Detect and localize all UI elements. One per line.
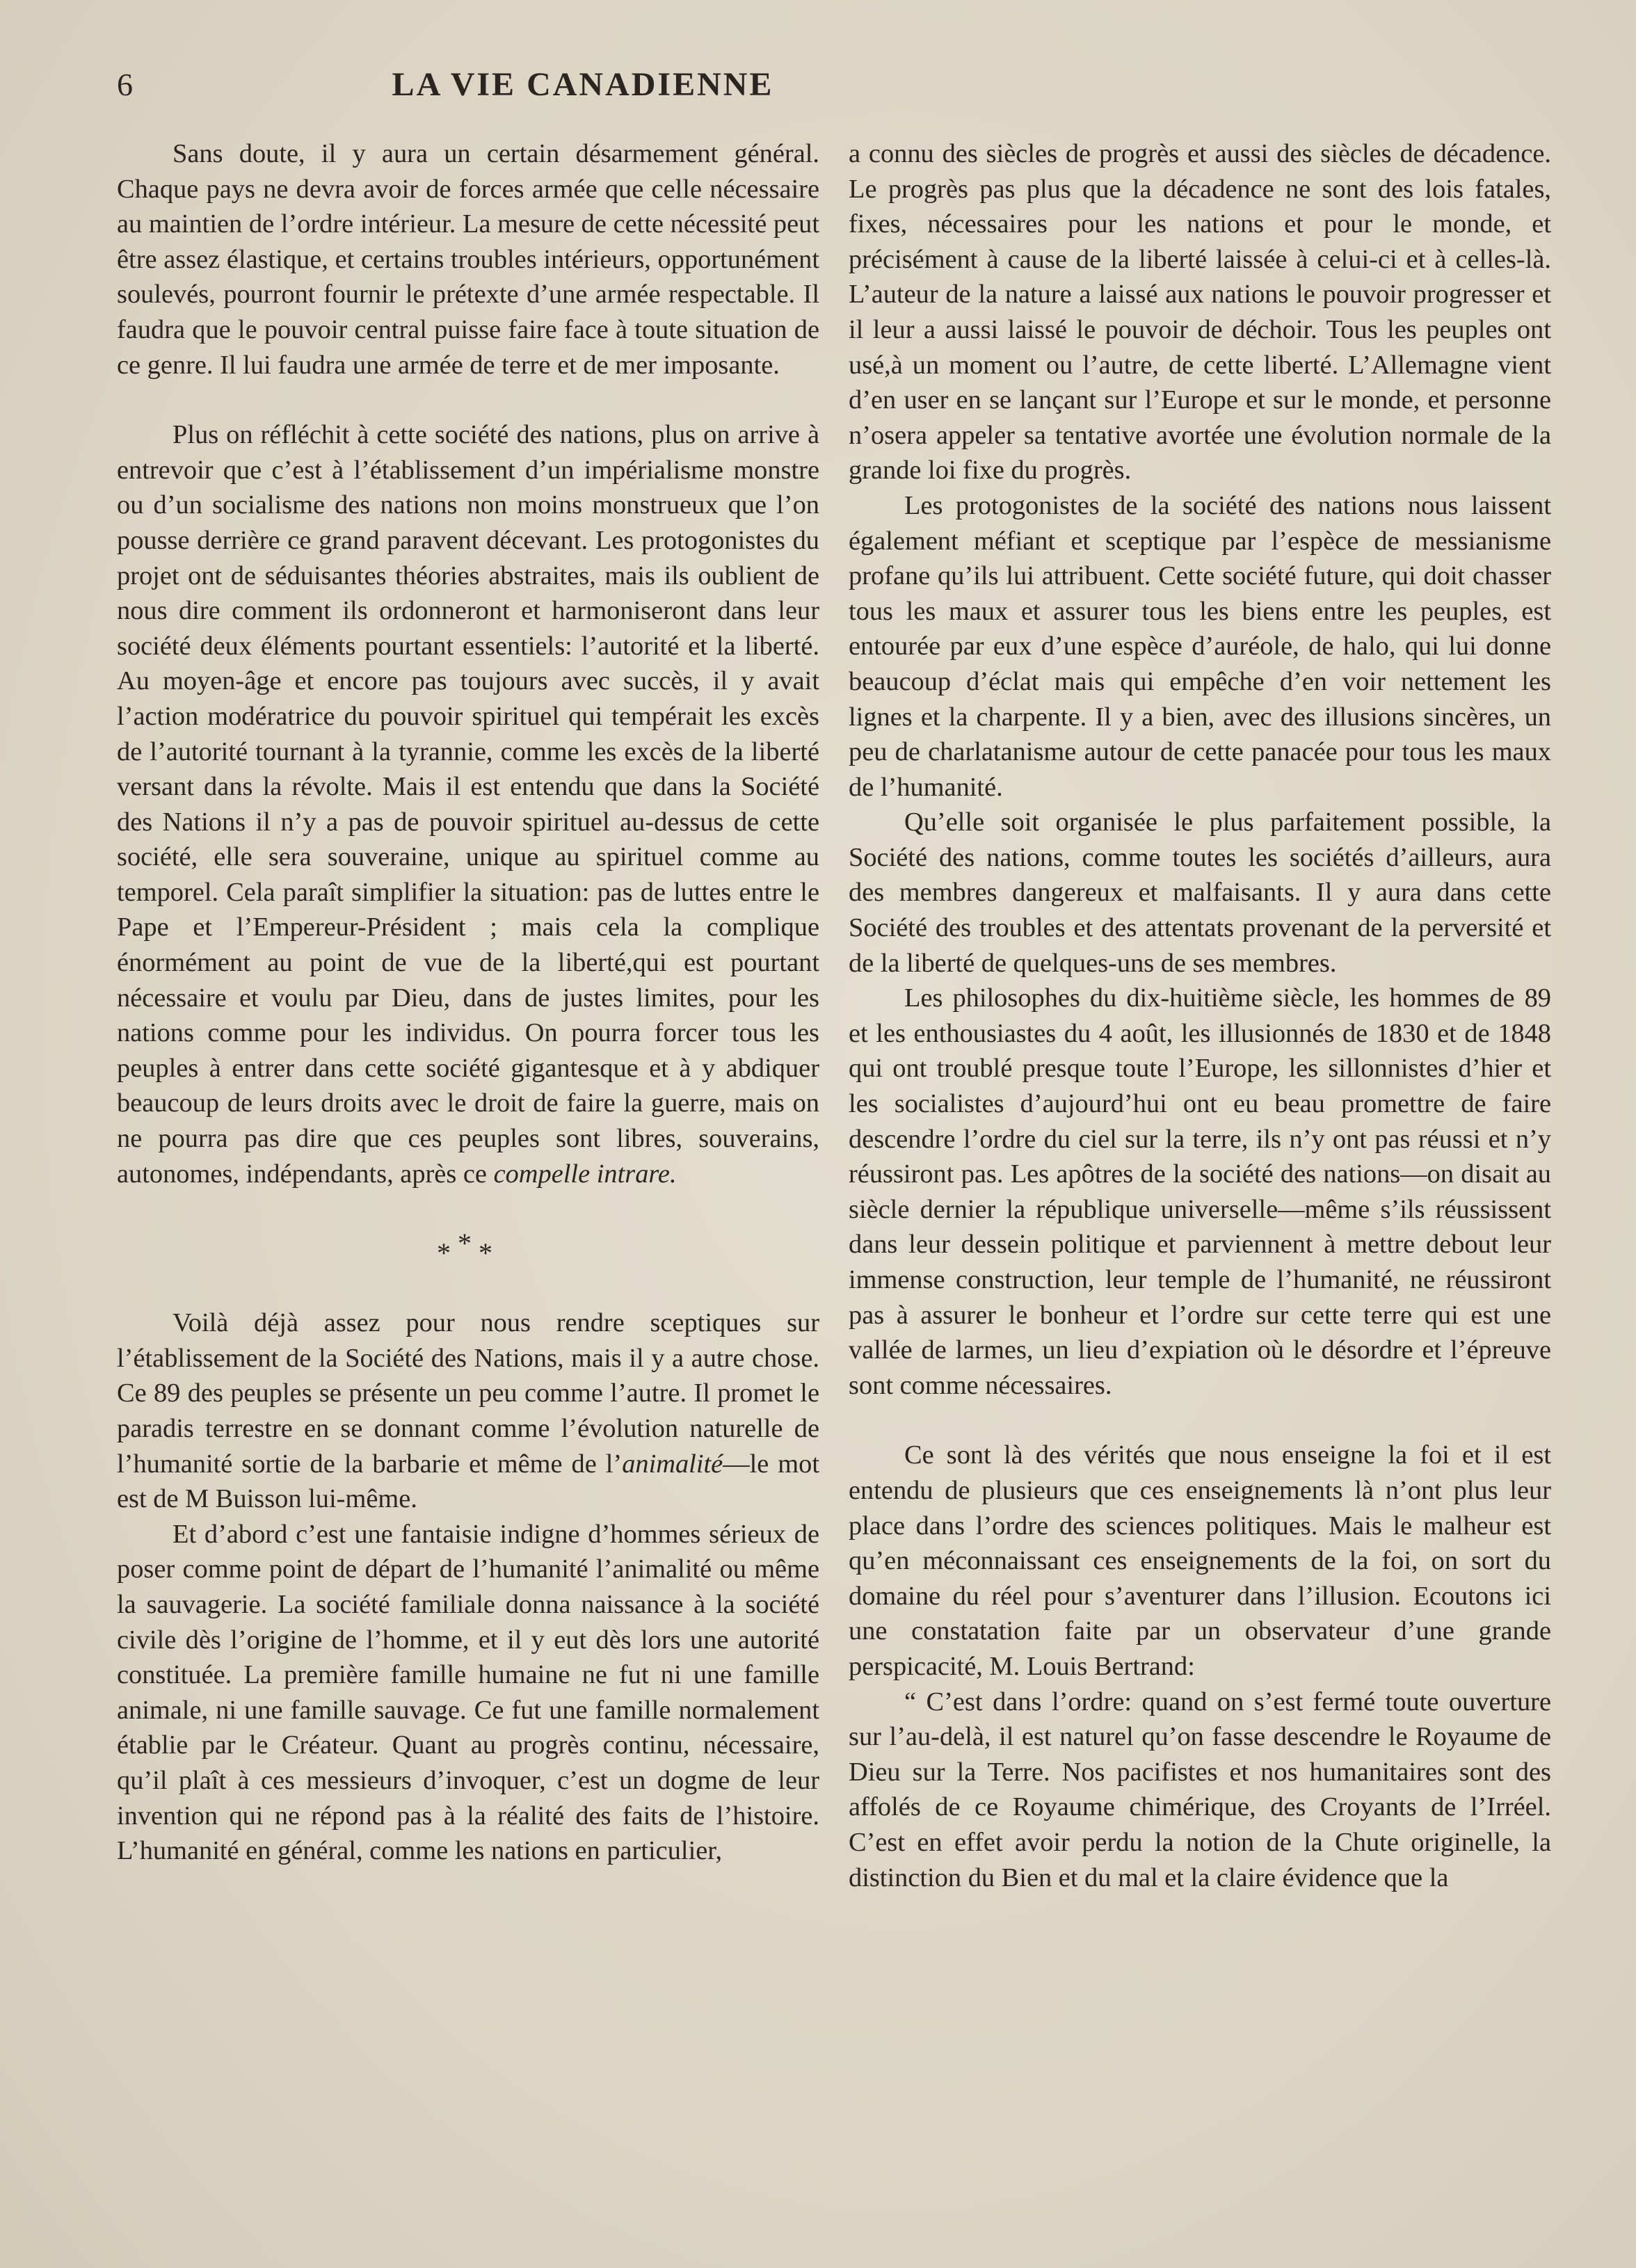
paragraph-text: Voilà déjà assez pour nous rendre sceptiques sur l’établissement de la Société des Nations, mais il y a autre chose. Ce 89 des peuples se présente un peu comme l’autre. Il promet le paradis terrestre en se donnant comme l’évolution naturelle de l’humanité sortie de la barbarie et même de l’ [117, 1308, 819, 1479]
paragraph: Et d’abord c’est une fantaisie indigne d’hommes sérieux de poser comme point de départ de l’humanité l’animalité ou même la sauvagerie. La société familiale donna naissance à la société civile dès l’origine de l’homme, et il y eut dès lors une autorité constituée. La première famille humaine ne fut ni une famille animale, ni une famille sauvage. Ce fut une famille normalement établie par le Créateur. Quant au progrès continu, nécessaire, qu’il plaît à ces messieurs d’invoquer, c’est un dogme de leur invention qui ne répond pas à la réalité des faits de l’histoire. L’humanité en général, comme les nations en particulier, [117, 1519, 819, 1866]
separator-star: * [437, 1237, 458, 1269]
separator-star: * [458, 1228, 479, 1260]
paragraph-text: —le mot est de M Buisson lui-même. [117, 1449, 820, 1514]
italic-phrase: animalité [622, 1449, 723, 1479]
paragraph: Ce sont là des vérités que nous enseigne la foi et il est entendu de plusieurs que ces enseignements là n’ont plus leur place dans l’ordre des sciences politiques. Mais le malheur est qu’en méconnaissant ces enseignements de la foi, on sort du domaine du réel pour s’aventurer dans l’illusion. Ecoutons ici une constatation faite par un observateur d’une grande perspicacité, M. Louis Bertrand: [849, 1440, 1551, 1681]
paragraph: a connu des siècles de progrès et aussi des siècles de décadence. Le progrès pas plus que la décadence ne sont des lois fatales, fixes, nécessaires pour les nations et pour le monde, et précisément à cause de la liberté laissée à celui-ci et à celles-là. L’auteur de la nature a laissé aux nations le pouvoir progresser et il leur a aussi laissé le pouvoir de déchoir. Tous les peuples ont usé,à un moment ou l’autre, de cette liberté. L’Allemagne vient d’en user en se lançant sur l’Europe et sur le monde, et personne n’osera appeler sa tentative avortée une évolution normale de la grande loi fixe du progrès. [849, 139, 1551, 485]
left-column [117, 136, 819, 1869]
section-separator [117, 1226, 819, 1271]
paragraph-text: Plus on réfléchit à cette société des nations, plus on arrive à entrevoir que c’est à l’établissement d’un impérialisme monstre ou d’un socialisme des nations non moins monstrueux que l’on pousse derrière ce grand paravent décevant. Les protogonistes du projet ont de séduisantes théories abstraites, mais ils oublient de nous dire comment ils ordonneront et harmoniseront dans leur société deux éléments pourtant essentiels: l’autorité et la liberté. Au moyen-âge et encore pas toujours avec succès, il y avait l’action modératrice du pouvoir spirituel qui tempérait les excès de l’autorité tournant à la tyrannie, comme les excès de la liberté versant dans la révolte. Mais il est entendu que dans la Société des Nations il n’y a pas de pouvoir spirituel au-dessus de cette société, elle sera souveraine, unique au spirituel comme au temporel. Cela paraît simplifier la situation: pas de luttes entre le Pape et l’Empereur-Président ; mais cela la complique énormément au point de vue de la liberté,qui est pourtant nécessaire et voulu par Dieu, dans de justes limites, pour les nations comme pour les individus. On pourra forcer tous les peuples à entrer dans cette société gigantesque et à y abdiquer beaucoup de leurs droits avec le droit de faire la guerre, mais on ne pourra pas dire que ces peuples sont libres, souverains, autonomes, indépendants, après ce [117, 420, 819, 1189]
paragraph [117, 1305, 819, 1517]
paragraph: Sans doute, il y aura un certain désarmement général. Chaque pays ne devra avoir de forces armée que celle nécessaire au maintien de l’ordre intérieur. La mesure de cette nécessité peut être assez élastique, et certains troubles intérieurs, opportunément soulevés, pourront fournir le prétexte d’une armée respectable. Il faudra que le pouvoir central puisse faire face à toute situation de ce genre. Il lui faudra une armée de terre et de mer imposante. [117, 139, 819, 380]
page-number: 6 [117, 67, 133, 102]
right-column [849, 136, 1551, 1895]
separator-star: * [479, 1237, 499, 1269]
paragraph [117, 417, 819, 1191]
paragraph: Qu’elle soit organisée le plus parfaitement possible, la Société des nations, comme toutes les sociétés d’ailleurs, aura des membres dangereux et malfaisants. Il y aura dans cette Société des troubles et des attentats provenant de la perversité et de la liberté de quelques-uns de ses membres. [849, 807, 1551, 978]
paragraph: Les philosophes du dix-huitième siècle, les hommes de 89 et les enthousiastes du 4 août, les illusionnés de 1830 et de 1848 qui ont troublé presque toute l’Europe, les sillonnistes d’hier et les socialistes d’aujourd’hui ont eu beau promettre de faire descendre l’ordre du ciel sur la terre, ils n’y ont pas réussi et n’y réussiront pas. Les apôtres de la société des nations—on disait au siècle dernier la république universelle—même s’ils réussissent dans leur dessein politique et parviennent à mettre debout leur immense construction, leur temple de l’humanité, ne réussiront pas à assurer le bonheur et l’ordre sur cette terre qui est une vallée de larmes, un lieu d’expiation où le désordre et l’épreuve sont comme nécessaires. [849, 983, 1551, 1400]
paragraph: Les protogonistes de la société des nations nous laissent également méfiant et sceptique par l’espèce de messianisme profane qu’ils lui attribuent. Cette société future, qui doit chasser tous les maux et assurer tous les biens entre les peuples, est entourée par eux d’une espèce d’auréole, de halo, qui lui donne beaucoup d’éclat mais qui empêche d’en voir nettement les lignes et la charpente. Il y a bien, avec des illusions sincères, un peu de charlatanisme autour de cette panacée pour tous les maux de l’humanité. [849, 490, 1551, 802]
page-header [117, 64, 1049, 106]
italic-phrase: compelle intrare. [493, 1159, 677, 1189]
journal-title: LA VIE CANADIENNE [392, 66, 774, 103]
quotation: “ C’est dans l’ordre: quand on s’est fermé toute ouverture sur l’au-delà, il est naturel qu’on fasse descendre le Royaume de Dieu sur la Terre. Nos pacifistes et nos humanitaires sont des affolés de ce Royaume chimérique, des Croyants de l’Irréel. C’est en effet avoir perdu la notion de la Chute originelle, la distinction du Bien et du mal et la claire évidence que la [849, 1687, 1551, 1892]
